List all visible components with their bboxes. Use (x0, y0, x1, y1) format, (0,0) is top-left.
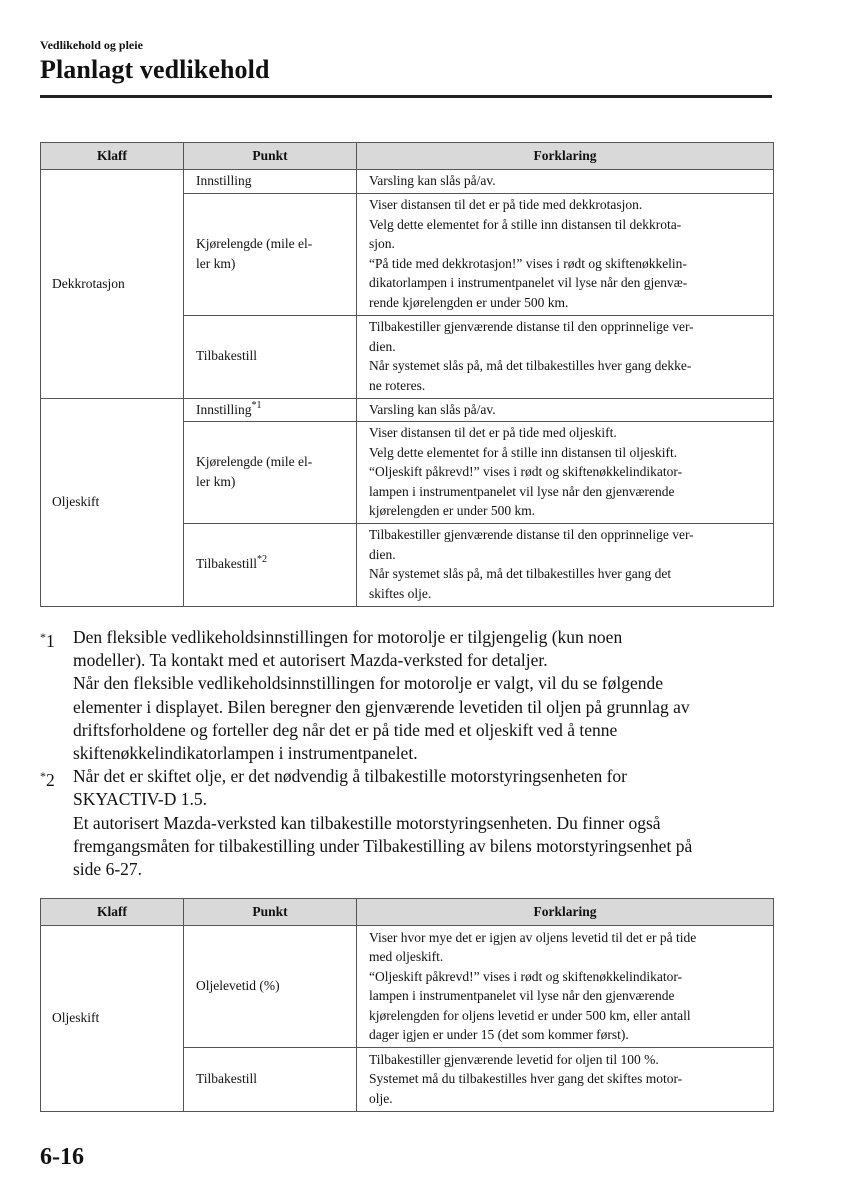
item-cell (184, 422, 357, 524)
explanation-cell (357, 398, 774, 422)
item-cell (184, 1048, 357, 1112)
explanation-line: dikatorlampen i instrumentpanelet vil lyse når den gjenvæ- (369, 275, 688, 290)
item-cell (184, 315, 357, 398)
footnote-line: fremgangsmåten for tilbakestilling under Tilbakestilling av bilens motorstyringsenhet på (73, 835, 693, 856)
item-line: Tilbakestill (196, 556, 258, 572)
footnote-mark: *1 (40, 630, 55, 651)
explanation-line: Systemet må du tilbakestilles hver gang det skiftes motor- (369, 1071, 683, 1087)
column-header: Forklaring (357, 899, 774, 926)
section-label: Vedlikehold og pleie (40, 38, 143, 52)
explanation-line: dager igjen er under 15 (det som kommer først). (369, 1027, 629, 1042)
footnote-text (73, 626, 780, 765)
explanation-line: dien. (369, 546, 396, 562)
explanation-cell (357, 315, 774, 398)
explanation-line: Viser distansen til det er på tide med oljeskift. (369, 425, 617, 440)
explanation-line: Tilbakestiller gjenværende distanse til den opprinnelige ver- (369, 527, 694, 542)
explanation-line: Velg dette elementet for å stille inn distansen til oljeskift. (369, 444, 678, 460)
explanation-cell (357, 1048, 774, 1112)
explanation-line: Når systemet slås på, må det tilbakestilles hver gang dekke- (369, 358, 692, 373)
flap-cell: Oljeskift (41, 398, 184, 606)
item-line: Tilbakestill (196, 348, 258, 364)
explanation-line: “Oljeskift påkrevd!” vises i rødt og skiftenøkkelindikator- (369, 968, 683, 984)
column-header: Klaff (41, 143, 184, 170)
footnote-line: skiftenøkkelindikatorlampen i instrumentpanelet. (73, 743, 418, 764)
item-line: Tilbakestill (196, 1071, 258, 1087)
explanation-line: Viser hvor mye det er igjen av oljens levetid til det er på tide (369, 929, 697, 945)
explanation-line: ne roteres. (369, 377, 426, 393)
item-cell (184, 926, 357, 1048)
column-header: Punkt (184, 899, 357, 926)
table-row (41, 398, 774, 422)
footnote-line: Den fleksible vedlikeholdsinnstillingen for motorolje er tilgjengelig (kun noen (73, 627, 623, 647)
footnote-line: Et autorisert Mazda-verksted kan tilbakestille motorstyringsenheten. Du finner også (73, 812, 661, 833)
table-row (41, 170, 774, 194)
flap-cell: Dekkrotasjon (41, 170, 184, 399)
explanation-line: sjon. (369, 236, 395, 251)
explanation-line: dien. (369, 338, 396, 354)
column-header: Punkt (184, 143, 357, 170)
item-line: ler km) (196, 255, 236, 271)
explanation-line: Varsling kan slås på/av. (369, 401, 496, 417)
explanation-line: rende kjørelengden er under 500 km. (369, 294, 569, 310)
title-rule (40, 95, 772, 98)
item-line: Innstilling (196, 173, 252, 188)
explanation-line: med oljeskift. (369, 949, 444, 964)
explanation-line: Varsling kan slås på/av. (369, 173, 496, 188)
explanation-line: Velg dette elementet for å stille inn distansen til dekkrota- (369, 216, 682, 232)
footnote-line: Når den fleksible vedlikeholdsinnstillingen for motorolje er valgt, vil du se følgende (73, 673, 664, 694)
explanation-line: “På tide med dekkrotasjon!” vises i rødt og skiftenøkkelin- (369, 255, 687, 271)
item-line: ler km) (196, 473, 236, 489)
footnote-line: Når det er skiftet olje, er det nødvendig å tilbakestille motorstyringsenheten for (73, 766, 628, 787)
maintenance-table-2 (40, 898, 774, 1112)
explanation-cell (357, 193, 774, 315)
explanation-line: olje. (369, 1090, 393, 1106)
item-line: Oljelevetid (%) (196, 978, 280, 994)
explanation-cell (357, 170, 774, 194)
item-cell (184, 523, 357, 606)
page-number: 6-16 (40, 1144, 84, 1170)
footnote-text (73, 765, 780, 881)
item-cell (184, 170, 357, 194)
item-cell (184, 398, 357, 422)
footnote-ref: *2 (257, 554, 268, 566)
footnote-line: driftsforholdene og forteller deg når det er på tide med et oljeskift ved å tenne (73, 719, 618, 740)
footnotes (40, 626, 780, 881)
footnote-mark: *2 (40, 769, 55, 791)
item-line: Kjørelengde (mile el- (196, 236, 313, 251)
explanation-line: skiftes olje. (369, 585, 432, 601)
footnote (40, 626, 780, 765)
footnote-line: elementer i displayet. Bilen beregner den gjenværende levetiden til oljen på grunnlag av (73, 696, 690, 717)
maintenance-table-1 (40, 142, 774, 607)
footnote-ref: *1 (251, 399, 262, 411)
explanation-line: kjørelengden er under 500 km. (369, 503, 536, 518)
footnote-line: side 6-27. (73, 859, 143, 880)
explanation-cell (357, 422, 774, 524)
table-row (41, 926, 774, 1048)
explanation-line: Tilbakestiller gjenværende distanse til den opprinnelige ver- (369, 319, 694, 334)
explanation-line: lampen i instrumentpanelet vil lyse når den gjenværende (369, 988, 675, 1003)
item-line-with-sup (196, 554, 351, 574)
explanation-cell (357, 523, 774, 606)
explanation-cell (357, 926, 774, 1048)
item-line-with-sup (196, 400, 351, 420)
header-row (41, 143, 774, 170)
explanation-line: “Oljeskift påkrevd!” vises i rødt og skiftenøkkelindikator- (369, 464, 683, 479)
item-line: Kjørelengde (mile el- (196, 454, 313, 470)
explanation-line: Tilbakestiller gjenværende levetid for oljen til 100 %. (369, 1051, 659, 1067)
column-header: Klaff (41, 899, 184, 926)
item-line: Innstilling (196, 401, 252, 417)
footnote-line: modeller). Ta kontakt med et autorisert Mazda-verksted for detaljer. (73, 650, 548, 671)
page-title: Planlagt vedlikehold (40, 55, 270, 84)
column-header: Forklaring (357, 143, 774, 170)
footnote-line: SKYACTIV-D 1.5. (73, 789, 208, 810)
explanation-line: Viser distansen til det er på tide med dekkrotasjon. (369, 197, 643, 212)
explanation-line: kjørelengden for oljens levetid er under 500 km, eller antall (369, 1007, 691, 1023)
explanation-line: Når systemet slås på, må det tilbakestilles hver gang det (369, 566, 672, 581)
flap-cell: Oljeskift (41, 926, 184, 1112)
explanation-line: lampen i instrumentpanelet vil lyse når den gjenværende (369, 483, 675, 499)
item-cell (184, 193, 357, 315)
footnote (40, 765, 780, 881)
header-row (41, 899, 774, 926)
